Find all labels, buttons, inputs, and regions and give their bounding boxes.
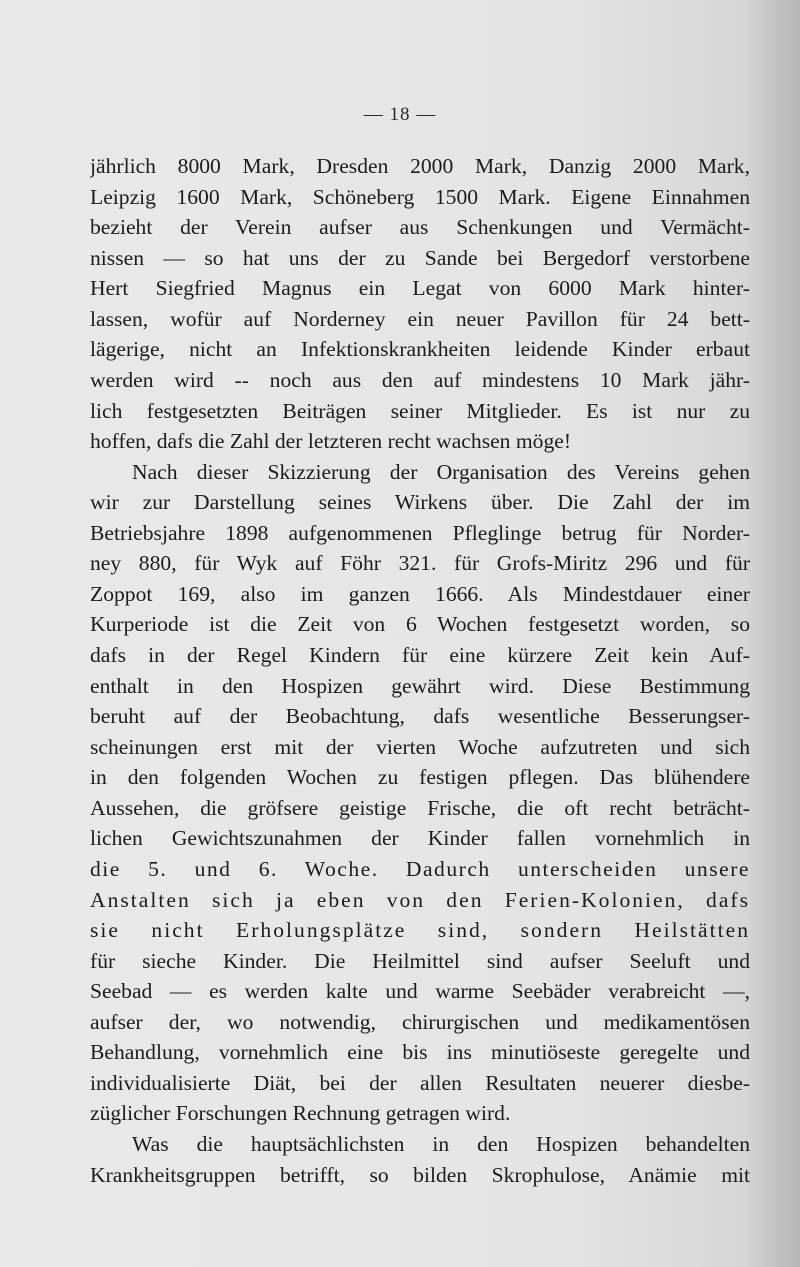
- text-line: enthalt in den Hospizen gewährt wird. Diese Bestimmung: [90, 673, 750, 698]
- text-line: die 5. und 6. Woche. Dadurch unterscheiden unsere: [90, 856, 750, 881]
- text-line: Zoppot 169, also im ganzen 1666. Als Mindestdauer einer: [90, 581, 750, 606]
- text-line: sie nicht Erholungsplätze sind, sondern Heilstätten: [90, 918, 750, 943]
- text-line: wir zur Darstellung seines Wirkens über. Die Zahl der im: [90, 490, 750, 515]
- text-line: Betriebsjahre 1898 aufgenommenen Pfleglinge betrug für Norder-: [90, 520, 750, 545]
- text-line: ney 880, für Wyk auf Föhr 321. für Grofs-Miritz 296 und für: [90, 551, 750, 576]
- text-line: lägerige, nicht an Infektionskrankheiten leidende Kinder erbaut: [90, 337, 750, 362]
- text-line: züglicher Forschungen Rechnung getragen wird.: [90, 1101, 511, 1126]
- text-line: Anstalten sich ja eben von den Ferien-Kolonien, dafs: [90, 887, 750, 912]
- text-line: lichen Gewichtszunahmen der Kinder fallen vornehmlich in: [90, 826, 750, 851]
- text-line: Aussehen, die gröfsere geistige Frische, die oft recht beträcht-: [90, 795, 750, 820]
- text-line: Was die hauptsächlichsten in den Hospizen behandelten: [132, 1132, 750, 1156]
- text-line: hoffen, dafs die Zahl der letzteren recht wachsen möge!: [90, 429, 572, 454]
- text-line: werden wird -- noch aus den auf mindestens 10 Mark jähr-: [90, 367, 750, 392]
- text-line: Nach dieser Skizzierung der Organisation des Vereins gehen: [132, 459, 750, 484]
- text-line: für sieche Kinder. Die Heilmittel sind aufser Seeluft und: [90, 948, 750, 973]
- text-line: bezieht der Verein aufser aus Schenkungen und Vermächt-: [90, 215, 750, 240]
- text-line: Behandlung, vornehmlich eine bis ins minutiöseste geregelte und: [90, 1040, 750, 1065]
- text-line: nissen — so hat uns der zu Sande bei Bergedorf verstorbene: [90, 245, 750, 270]
- text-line: Leipzig 1600 Mark, Schöneberg 1500 Mark. Eigene Einnahmen: [90, 184, 750, 209]
- text-line: in den folgenden Wochen zu festigen pflegen. Das blühendere: [90, 765, 750, 790]
- text-line: Krankheitsgruppen betrifft, so bilden Skrophulose, Anämie mit: [90, 1162, 750, 1187]
- text-line: jährlich 8000 Mark, Dresden 2000 Mark, Danzig 2000 Mark,: [90, 154, 750, 178]
- text-line: individualisierte Diät, bei der allen Resultaten neuerer diesbe-: [90, 1070, 750, 1095]
- text-line: aufser der, wo notwendig, chirurgischen und medikamentösen: [90, 1009, 750, 1034]
- text-line: Kurperiode ist die Zeit von 6 Wochen festgesetzt worden, so: [90, 612, 750, 637]
- text-line: dafs in der Regel Kindern für eine kürzere Zeit kein Auf-: [90, 643, 750, 667]
- text-line: lich festgesetzten Beiträgen seiner Mitglieder. Es ist nur zu: [90, 398, 750, 423]
- text-line: beruht auf der Beobachtung, dafs wesentliche Besserungser-: [90, 704, 750, 729]
- text-line: scheinungen erst mit der vierten Woche aufzutreten und sich: [90, 734, 750, 759]
- page-number: — 18 —: [363, 104, 437, 125]
- text-line: Hert Siegfried Magnus ein Legat von 6000 Mark hinter-: [90, 276, 750, 301]
- text-line: lassen, wofür auf Norderney ein neuer Pavillon für 24 bett-: [90, 306, 750, 331]
- body-text: [90, 151, 750, 1190]
- text-line: Seebad — es werden kalte und warme Seebäder verabreicht —,: [90, 979, 750, 1004]
